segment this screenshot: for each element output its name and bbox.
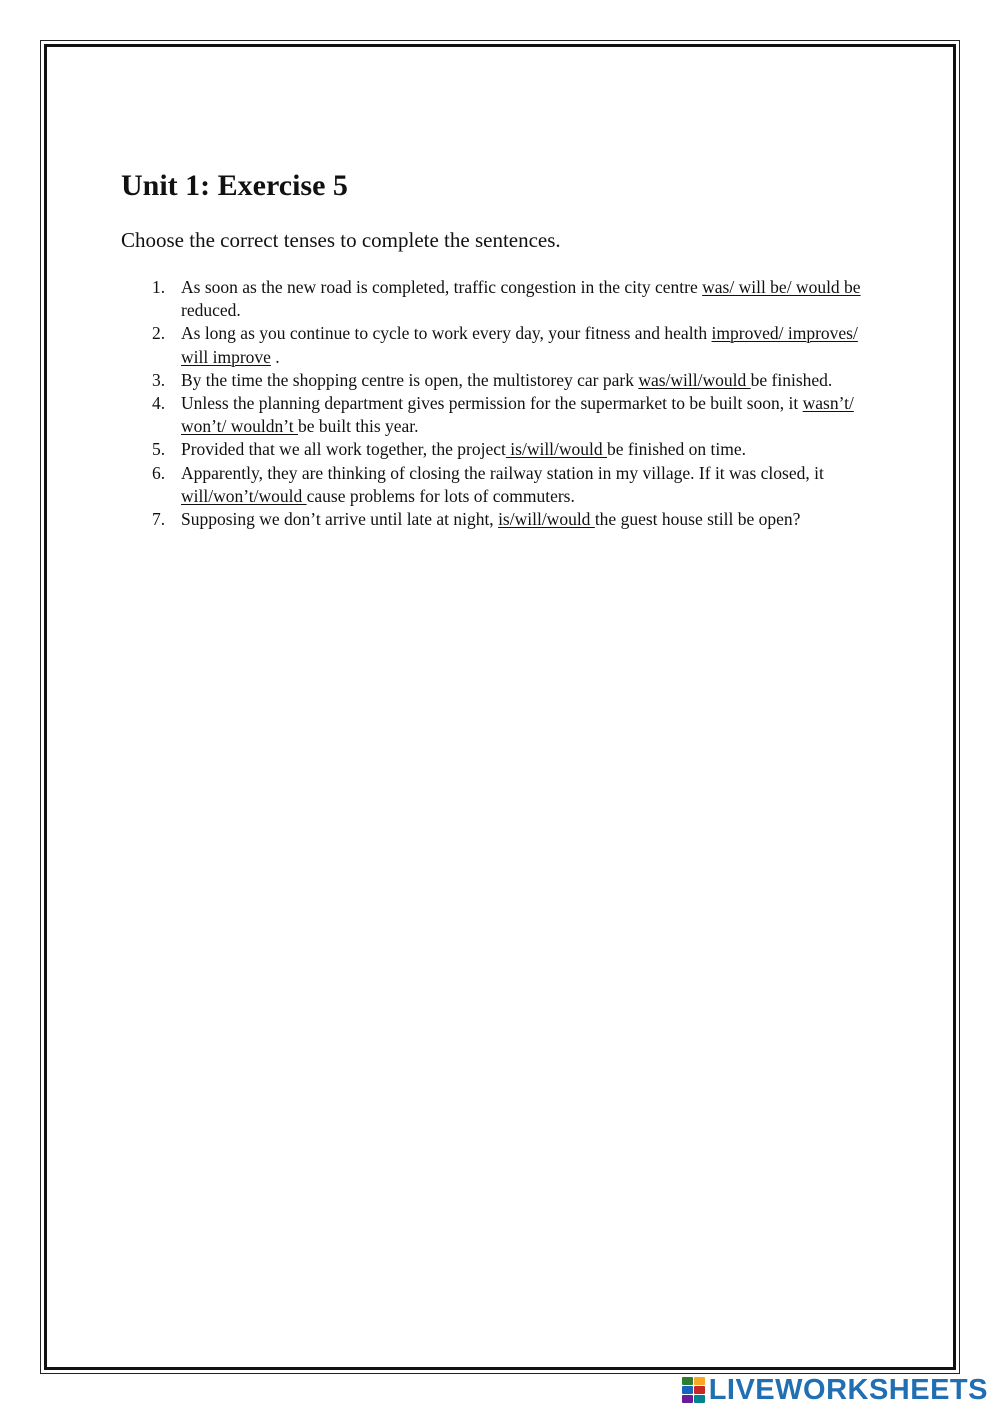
question-text-before: Provided that we all work together, the project [181,439,506,460]
question-number: 2. [152,323,166,344]
question-text-before: By the time the shopping centre is open, the multistorey car park [181,369,639,390]
logo-tile [682,1386,693,1394]
question-item [140,276,885,322]
answer-options[interactable]: wasn’t/ won’t/ wouldn’t [181,393,854,437]
question-text-after: reduced. [181,300,241,321]
answer-options[interactable]: is/will/would [498,509,595,530]
logo-wordmark: LIVEWORKSHEETS [708,1373,988,1406]
answer-options[interactable]: will/won’t/would [181,485,307,506]
question-list [140,276,885,531]
logo-tile [694,1386,705,1394]
liveworksheets-logo[interactable] [682,1372,988,1408]
logo-tile [682,1377,693,1385]
logo-tile [694,1395,705,1403]
question-number: 5. [152,439,166,460]
answer-options[interactable]: is/will/would [505,439,608,460]
question-text-before: As soon as the new road is completed, traffic congestion in the city centre [181,277,703,297]
question-number: 1. [152,277,166,297]
logo-tile [694,1377,705,1385]
question-number: 6. [152,462,166,483]
question-number: 7. [152,509,166,530]
liveworksheets-logo-icon [682,1377,705,1403]
question-text-after: cause problems for lots of commuters. [306,485,575,506]
question-item [140,392,885,438]
question-text-after: be finished on time. [607,439,747,460]
question-text-before: Unless the planning department gives permission for the supermarket to be built soon, it [181,393,803,414]
question-text-after: be finished. [750,369,833,390]
exercise-title: Unit 1: Exercise 5 [121,169,348,202]
question-text-before: Apparently, they are thinking of closing the railway station in my village. If it was closed, it [181,462,824,483]
logo-tile [682,1395,693,1403]
question-item [140,322,885,368]
exercise-instruction: Choose the correct tenses to complete the sentences. [121,228,561,252]
answer-options[interactable]: was/ will be/ would be [702,277,861,297]
question-item [140,369,885,392]
question-number: 3. [152,369,166,390]
question-item [140,508,885,531]
answer-options[interactable]: improved/ improves/ will improve [181,323,858,367]
question-item [140,438,885,461]
question-text-before: As long as you continue to cycle to work every day, your fitness and health [181,323,712,344]
question-text-before: Supposing we don’t arrive until late at night, [181,509,499,530]
question-text-after: be built this year. [298,416,419,437]
question-item [140,462,885,508]
answer-options[interactable]: was/will/would [638,369,751,390]
question-text-after: . [270,346,280,367]
question-text-after: the guest house still be open? [594,509,801,530]
question-number: 4. [152,393,166,414]
